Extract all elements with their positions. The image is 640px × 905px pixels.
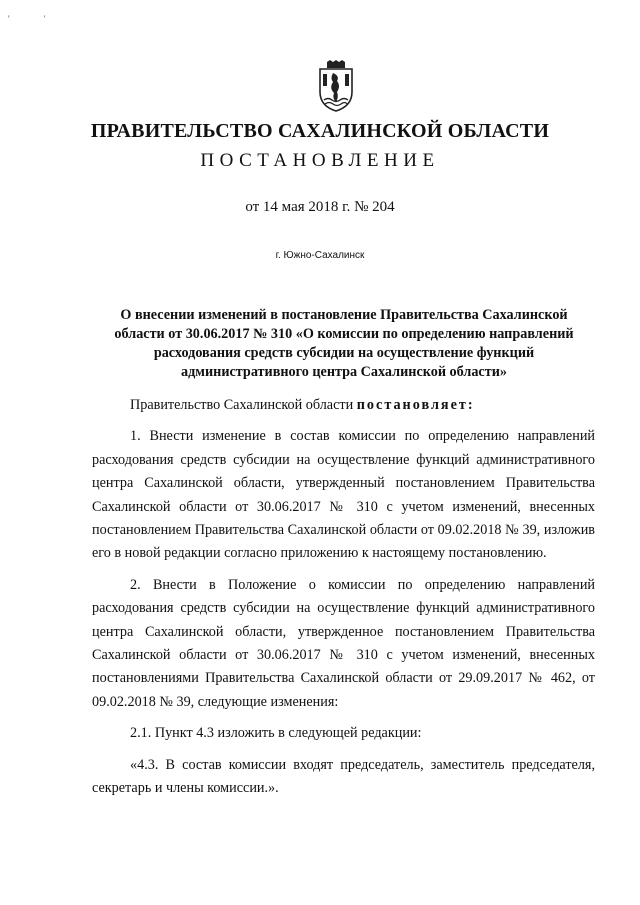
paragraph-item-2: 2. Внести в Положение о комиссии по определению направлений расходования средств субсидии на осуществление функций административного центра Сахалинской области, утвержденное постановлением Правительства Сахалинской области от 30.06.2017 № 310 с учетом изменений, внесенных постановлениями Правительства Сахалинской области от 29.09.2017 № 462, от 09.02.2018 № 39, следующие изменения: <box>92 576 595 710</box>
paragraph-item-1: 1. Внести изменение в состав комиссии по определению направлений расходования средств субсидии на осуществление функций административного центра Сахалинской области, утвержденный постановлением Правительства Сахалинской области от 30.06.2017 № 310 с учетом изменений, внесенных постановлением Правительства Сахалинской области от 09.02.2018 № 39, изложив его в новой редакции согласно приложению к настоящему постановлению. <box>92 428 595 562</box>
document-date-number: от 14 мая 2018 г. № 204 <box>245 199 395 215</box>
paragraph-item-2-1: 2.1. Пункт 4.3 изложить в следующей редакции: <box>130 725 422 742</box>
preamble-keyword: постановляет: <box>356 397 475 413</box>
preamble <box>92 394 595 417</box>
government-title: ПРАВИТЕЛЬСТВО САХАЛИНСКОЙ ОБЛАСТИ <box>90 120 550 142</box>
paragraph-item-4-3: «4.3. В состав комиссии входят председатель, заместитель председателя, секретарь и члены комиссии.». <box>92 756 595 797</box>
sakhalin-coat-of-arms-icon <box>316 60 356 112</box>
scan-marks: ' ' <box>8 14 62 24</box>
preamble-lead: Правительство Сахалинской области <box>130 397 357 413</box>
document-body <box>92 394 595 801</box>
city-name: г. Южно-Сахалинск <box>275 250 365 261</box>
document-subject: О внесении изменений в постановление Правительства Сахалинской области от 30.06.2017 № 310 «О комиссии по определению направлений расходования средств субсидии на осуществление функций административного центра Сахалинской области» <box>114 307 574 380</box>
document-type: ПОСТАНОВЛЕНИЕ <box>200 150 440 171</box>
